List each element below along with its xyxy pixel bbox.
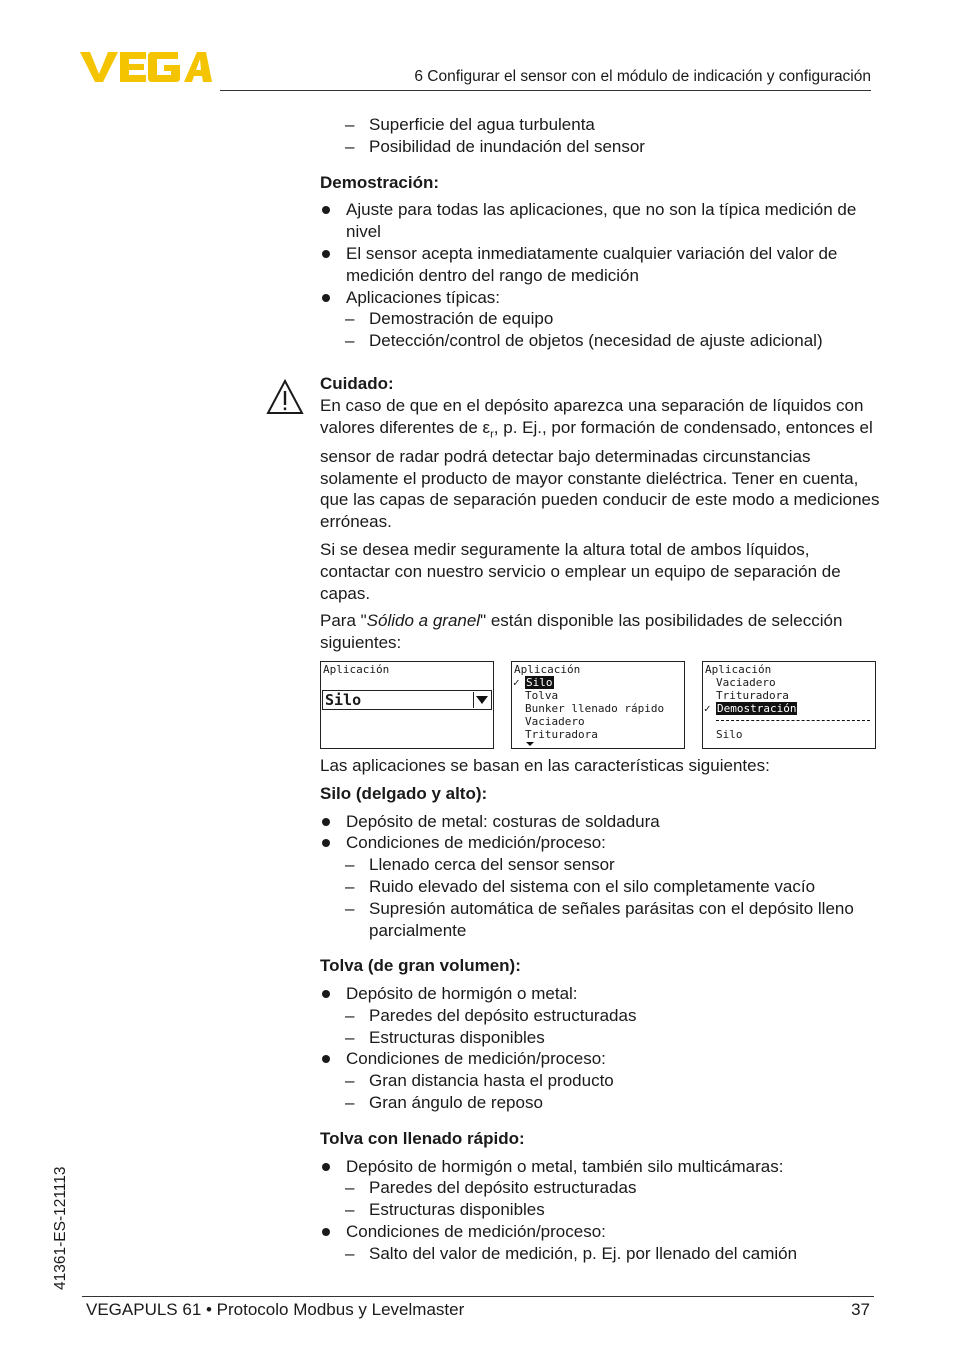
list-item: – Paredes del depósito estructuradas (320, 1005, 880, 1027)
list-item: – Supresión automática de señales parásitas con el depósito lleno parcialmente (320, 898, 880, 942)
bullet-item: Condiciones de medición/proceso: (320, 832, 880, 854)
list-item: – Posibilidad de inundación del sensor (320, 136, 880, 158)
footer-divider (82, 1296, 874, 1297)
list-item: – Llenado cerca del sensor sensor (320, 854, 880, 876)
menu-item-silo[interactable]: Silo (526, 675, 553, 689)
display-application-list-end (702, 661, 876, 749)
bullet-item: Aplicaciones típicas: (320, 287, 880, 309)
display-title: Aplicación (705, 662, 772, 676)
check-icon: ✓ (513, 675, 520, 689)
display-application-list (511, 661, 685, 749)
list-item: – Estructuras disponibles (320, 1199, 880, 1221)
dropdown-arrow-icon (473, 692, 490, 708)
list-item: – Ruido elevado del sistema con el silo completamente vacío (320, 876, 880, 898)
bullet-item: Depósito de hormigón o metal: (320, 983, 880, 1005)
menu-item[interactable]: Trituradora (525, 727, 598, 741)
list-item: – Detección/control de objetos (necesidad de ajuste adicional) (320, 330, 880, 352)
selected-value: Silo (325, 690, 362, 709)
list-item: – Gran distancia hasta el producto (320, 1070, 880, 1092)
list-item: – Gran ángulo de reposo (320, 1092, 880, 1114)
list-item: – Paredes del depósito estructuradas (320, 1177, 880, 1199)
chapter-title: 6 Configurar el sensor con el módulo de indicación y configuración (414, 68, 871, 85)
caution-paragraph: En caso de que en el depósito aparezca una separación de líquidos con valores diferentes de $\varepsilon_r$, p. Ej., por formación de condensado, entonces el sensor de radar podrá detectar bajo determinadas circunstancias solamente el producto de mayor constante dieléctrica. Tener en cuenta, que las capas de separación pueden conducir de este modo a mediciones erróneas. (320, 395, 880, 532)
section-heading-demo: Demostración: (320, 172, 440, 192)
menu-item-demo[interactable]: Demostración (717, 701, 797, 715)
caution-paragraph: Para "Sólido a granel" están disponible las posibilidades de selección siguientes: (320, 611, 843, 653)
bullet-item: Depósito de hormigón o metal, también silo multicámaras: (320, 1156, 880, 1178)
bullet-item: Depósito de metal: costuras de soldadura (320, 811, 880, 833)
page-number: 37 (851, 1300, 870, 1319)
section-heading-tolva-rapido: Tolva con llenado rápido: (320, 1128, 525, 1148)
footer-title: VEGAPULS 61 • Protocolo Modbus y Levelmaster (86, 1300, 465, 1319)
section-heading-tolva: Tolva (de gran volumen): (320, 956, 521, 976)
display-title: Aplicación (514, 662, 581, 676)
caution-heading: Cuidado: (320, 373, 394, 393)
check-icon: ✓ (704, 701, 711, 715)
bullet-item: Condiciones de medición/proceso: (320, 1048, 880, 1070)
bullet-item: El sensor acepta inmediatamente cualquier variación del valor de medición dentro del rango de medición (320, 243, 880, 287)
list-item: – Superficie del agua turbulenta (320, 114, 880, 136)
bullet-item: Ajuste para todas las aplicaciones, que no son la típica medición de nivel (320, 199, 880, 243)
menu-item[interactable]: Vaciadero (525, 714, 585, 728)
display-screenshots (320, 661, 880, 749)
application-select[interactable] (322, 690, 492, 710)
list-item: – Salto del valor de medición, p. Ej. por llenado del camión (320, 1243, 880, 1265)
caution-paragraph: Si se desea medir seguramente la altura total de ambos líquidos, contactar con nuestro servicio o emplear un equipo de separación de capas. (320, 539, 841, 603)
list-item: – Estructuras disponibles (320, 1027, 880, 1049)
separator-line (716, 720, 870, 721)
list-item: – Demostración de equipo (320, 308, 880, 330)
header-divider (220, 90, 871, 91)
menu-item[interactable]: Vaciadero (716, 675, 776, 689)
main-content (320, 114, 880, 1265)
menu-item[interactable]: Trituradora (716, 688, 789, 702)
vega-logo (80, 50, 212, 84)
document-code: 41361-ES-121113 (52, 1166, 69, 1290)
bullet-item: Condiciones de medición/proceso: (320, 1221, 880, 1243)
paragraph: Las aplicaciones se basan en las características siguientes: (320, 755, 770, 775)
menu-item[interactable]: Tolva (525, 688, 559, 702)
display-application-combo (320, 661, 494, 749)
scroll-down-icon (526, 742, 534, 746)
section-heading-silo: Silo (delgado y alto): (320, 783, 488, 803)
warning-icon (266, 379, 304, 415)
menu-item[interactable]: Bunker llenado rápido (525, 701, 665, 715)
menu-item[interactable]: Silo (716, 727, 743, 741)
display-title: Aplicación (323, 662, 390, 676)
